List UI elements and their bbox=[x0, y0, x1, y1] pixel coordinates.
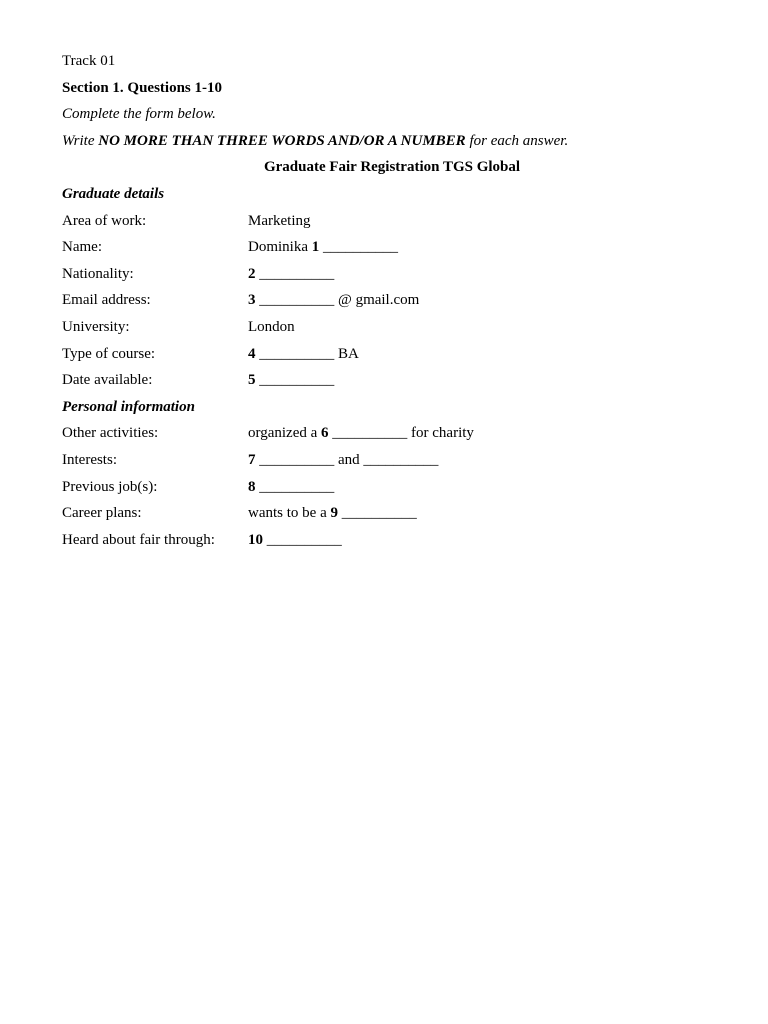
answer-blank: __________ bbox=[259, 451, 335, 468]
answer-field-5 bbox=[248, 367, 722, 394]
answer-field-1 bbox=[248, 234, 722, 261]
graduate-details-heading: Graduate details bbox=[62, 185, 165, 202]
question-number: 8 bbox=[248, 478, 256, 495]
value-prefix: organized a bbox=[248, 425, 322, 442]
row-university bbox=[62, 314, 722, 341]
answer-field-2 bbox=[248, 261, 722, 288]
word-limit-instruction bbox=[62, 128, 722, 155]
question-number: 5 bbox=[248, 372, 256, 389]
worksheet-page bbox=[62, 48, 722, 553]
answer-field-6 bbox=[248, 420, 722, 447]
section-heading: Section 1. Questions 1-10 bbox=[62, 79, 223, 96]
answer-blank: __________ bbox=[259, 292, 335, 309]
answer-field-3 bbox=[248, 287, 722, 314]
answer-blank: __________ bbox=[332, 425, 408, 442]
track-label: Track 01 bbox=[62, 53, 116, 69]
field-label: University: bbox=[62, 318, 130, 335]
answer-blank: __________ bbox=[259, 265, 335, 282]
field-label: Area of work: bbox=[62, 212, 147, 229]
value-conjunction: and bbox=[334, 451, 364, 468]
field-label: Interests: bbox=[62, 451, 117, 468]
answer-field-4 bbox=[248, 341, 722, 368]
question-number: 6 bbox=[321, 425, 329, 442]
question-number: 10 bbox=[248, 531, 263, 548]
personal-information-heading: Personal information bbox=[62, 398, 195, 415]
field-label: Heard about fair through: bbox=[62, 531, 215, 548]
value-suffix: @ gmail.com bbox=[334, 292, 420, 309]
answer-blank: __________ bbox=[259, 478, 335, 495]
answer-blank: __________ bbox=[259, 372, 335, 389]
field-label: Previous job(s): bbox=[62, 478, 158, 495]
field-value: Marketing bbox=[248, 212, 311, 229]
field-label: Name: bbox=[62, 239, 102, 256]
answer-blank: __________ bbox=[259, 345, 335, 362]
answer-blank: __________ bbox=[266, 531, 342, 548]
question-number: 4 bbox=[248, 345, 256, 362]
row-other-activities bbox=[62, 420, 722, 447]
row-interests bbox=[62, 447, 722, 474]
row-email bbox=[62, 287, 722, 314]
value-prefix: Dominika bbox=[248, 239, 312, 256]
row-previous-jobs bbox=[62, 474, 722, 501]
field-label: Email address: bbox=[62, 292, 151, 309]
answer-blank: __________ bbox=[363, 451, 439, 468]
question-number: 9 bbox=[330, 505, 338, 522]
row-type-of-course bbox=[62, 341, 722, 368]
field-label: Nationality: bbox=[62, 265, 134, 282]
row-name bbox=[62, 234, 722, 261]
word-limit-prefix: Write bbox=[62, 132, 99, 149]
question-number: 3 bbox=[248, 292, 256, 309]
form-title: Graduate Fair Registration TGS Global bbox=[263, 159, 521, 176]
question-number: 1 bbox=[311, 239, 320, 256]
row-heard-about-fair bbox=[62, 527, 722, 554]
row-area-of-work bbox=[62, 208, 722, 235]
question-number: 7 bbox=[248, 451, 256, 468]
value-suffix: BA bbox=[334, 345, 359, 362]
answer-field-9 bbox=[248, 500, 722, 527]
row-nationality bbox=[62, 261, 722, 288]
field-label: Career plans: bbox=[62, 505, 142, 522]
answer-field-10 bbox=[248, 527, 722, 554]
question-number: 2 bbox=[248, 265, 256, 282]
instruction-text: Complete the form below. bbox=[62, 106, 216, 123]
field-label: Other activities: bbox=[62, 425, 159, 442]
field-value: London bbox=[248, 318, 295, 335]
word-limit-emphasis: NO MORE THAN THREE WORDS AND/OR A NUMBER bbox=[98, 132, 466, 149]
row-career-plans bbox=[62, 500, 722, 527]
answer-blank: __________ bbox=[323, 239, 398, 256]
field-label: Type of course: bbox=[62, 345, 156, 362]
value-prefix: wants to be a bbox=[248, 505, 331, 522]
answer-field-7 bbox=[248, 447, 722, 474]
answer-field-8 bbox=[248, 474, 722, 501]
field-label: Date available: bbox=[62, 372, 153, 389]
answer-blank: __________ bbox=[341, 505, 417, 522]
word-limit-suffix: for each answer. bbox=[465, 132, 569, 149]
row-date-available bbox=[62, 367, 722, 394]
value-suffix: for charity bbox=[407, 425, 474, 442]
